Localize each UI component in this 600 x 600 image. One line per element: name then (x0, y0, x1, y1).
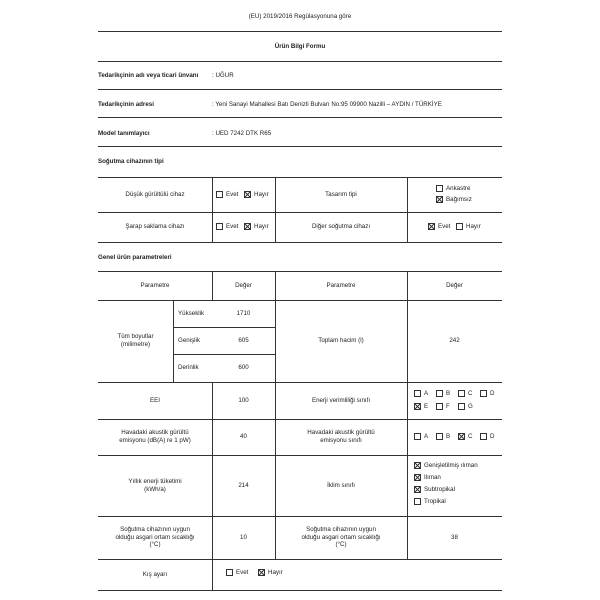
energy-class-a-label: A (424, 390, 429, 397)
energy-class-d-checkbox[interactable] (480, 390, 487, 397)
other-appliance-label: Diğer soğutma cihazı (311, 223, 371, 231)
noise-class-label: Havadaki akustik gürültü emisyonu sınıfı (307, 429, 375, 444)
params-section-title: Genel ürün parametreleri (98, 254, 172, 261)
col-header-parameter: Parametre (326, 281, 356, 289)
energy-class-g-label: G (468, 403, 473, 410)
low-noise-yes-checkbox[interactable] (216, 191, 223, 198)
climate-subtropical-checkbox[interactable] (414, 486, 421, 493)
energy-class-e-checkbox[interactable] (414, 403, 421, 410)
height-label: Yükseklik (178, 310, 205, 317)
grid-line (212, 177, 213, 242)
col-header-parameter: Parametre (140, 281, 170, 289)
other-yes-label: Evet (438, 223, 451, 230)
divider (98, 89, 502, 90)
noise-class-b-checkbox[interactable] (436, 433, 443, 440)
low-noise-yes-label: Evet (226, 191, 239, 198)
supplier-address-value: : Yeni Sanayi Mahallesi Batı Denizli Bulvarı No:95 09900 Nazilli – AYDIN / TÜRKİYE (212, 101, 442, 108)
climate-tropical-label: Tropikal (424, 498, 446, 505)
energy-class-f-checkbox[interactable] (436, 403, 443, 410)
noise-emission-value: 40 (240, 433, 247, 441)
low-noise-label: Düşük gürültülü cihaz (125, 190, 185, 198)
grid-line (98, 242, 502, 243)
max-ambient-temp-label: Soğutma cihazının uygun olduğu asgari ortam sıcaklığı (°C) (301, 525, 381, 549)
depth-label: Derinlik (178, 364, 199, 371)
energy-class-d-label: D (490, 390, 495, 397)
energy-class-e-label: E (424, 403, 429, 410)
low-noise-no-label: Hayır (254, 191, 269, 198)
supplier-name-value: : UĞUR (212, 72, 234, 79)
other-yes-checkbox[interactable] (428, 223, 435, 230)
climate-temperate-label: Ilıman (424, 474, 441, 481)
col-header-value: Değer (235, 281, 252, 289)
grid-line (173, 300, 174, 382)
energy-class-c-checkbox[interactable] (458, 390, 465, 397)
eei-label: EEI (150, 396, 160, 404)
regulation-text: (EU) 2019/2016 Regülasyonuna göre (248, 13, 352, 20)
wine-no-checkbox[interactable] (244, 223, 251, 230)
min-ambient-temp-label: Soğutma cihazının uygun olduğu asgari ortam sıcaklığı (°C) (115, 525, 195, 549)
col-header-value: Değer (446, 281, 463, 289)
winter-yes-checkbox[interactable] (226, 569, 233, 576)
divider (98, 61, 502, 62)
annual-energy-label: Yıllık enerji tüketimi (kWh/a) (128, 477, 182, 493)
depth-value: 600 (238, 364, 249, 372)
model-label: Model tanımlayıcı (98, 130, 150, 137)
total-volume-label: Toplam hacim (l) (318, 337, 364, 345)
energy-class-g-checkbox[interactable] (458, 403, 465, 410)
noise-class-c-checkbox[interactable] (458, 433, 465, 440)
winter-setting-label: Kış ayarı (142, 570, 168, 578)
wine-yes-checkbox[interactable] (216, 223, 223, 230)
divider (98, 117, 502, 118)
climate-class-label: İklim sınıfı (327, 481, 355, 489)
noise-class-a-label: A (424, 433, 429, 440)
energy-class-a-checkbox[interactable] (414, 390, 421, 397)
energy-class-label: Enerji verimliliği sınıfı (311, 396, 371, 404)
energy-class-b-label: B (446, 390, 451, 397)
freestanding-label: Bağımsız (446, 196, 472, 203)
climate-extended-temperate-checkbox[interactable] (414, 462, 421, 469)
freestanding-checkbox[interactable] (436, 196, 443, 203)
noise-class-d-label: D (490, 433, 495, 440)
model-value: : UED 7242 DTK R65 (212, 130, 272, 137)
other-no-label: Hayır (466, 223, 481, 230)
wine-storage-label: Şarap saklama cihazı (125, 223, 185, 231)
noise-class-a-checkbox[interactable] (414, 433, 421, 440)
total-volume-value: 242 (449, 337, 460, 345)
eei-value: 100 (238, 396, 249, 404)
winter-no-label: Hayır (268, 569, 283, 576)
min-ambient-temp-value: 10 (240, 533, 247, 541)
type-section-title: Soğutma cihazının tipi (98, 158, 164, 165)
other-no-checkbox[interactable] (456, 223, 463, 230)
noise-class-c-label: C (468, 433, 473, 440)
climate-tropical-checkbox[interactable] (414, 498, 421, 505)
climate-extended-temperate-label: Genişletilmiş ılıman (424, 462, 478, 469)
climate-temperate-checkbox[interactable] (414, 474, 421, 481)
energy-class-c-label: C (468, 390, 473, 397)
built-in-checkbox[interactable] (436, 185, 443, 192)
grid-line (98, 590, 502, 591)
winter-no-checkbox[interactable] (258, 569, 265, 576)
form-title: Ürün Bilgi Formu (274, 43, 326, 50)
max-ambient-temp-value: 38 (451, 533, 458, 541)
noise-class-b-label: B (446, 433, 451, 440)
divider (98, 146, 502, 147)
width-value: 605 (238, 336, 249, 344)
supplier-name-label: Tedarikçinin adı veya ticari ünvanı (98, 72, 199, 79)
supplier-address-label: Tedarikçinin adresi (98, 101, 154, 108)
energy-class-b-checkbox[interactable] (436, 390, 443, 397)
wine-yes-label: Evet (226, 223, 239, 230)
noise-class-d-checkbox[interactable] (480, 433, 487, 440)
winter-yes-label: Evet (236, 569, 249, 576)
low-noise-no-checkbox[interactable] (244, 191, 251, 198)
height-value: 1710 (236, 309, 251, 317)
design-type-label: Tasarım tipi (325, 190, 357, 198)
grid-line (407, 177, 408, 242)
divider (98, 31, 502, 32)
built-in-label: Ankastre (446, 185, 471, 192)
wine-no-label: Hayır (254, 223, 269, 230)
climate-subtropical-label: Subtropikal (424, 486, 455, 493)
energy-class-f-label: F (446, 403, 450, 410)
noise-emission-label: Havadaki akustik gürültü emisyonu (dB(A) re 1 pW) (119, 429, 191, 444)
width-label: Genişlik (178, 337, 201, 344)
annual-energy-value: 214 (238, 481, 249, 489)
dimensions-label: Tüm boyutlar (milimetre) (117, 333, 154, 348)
